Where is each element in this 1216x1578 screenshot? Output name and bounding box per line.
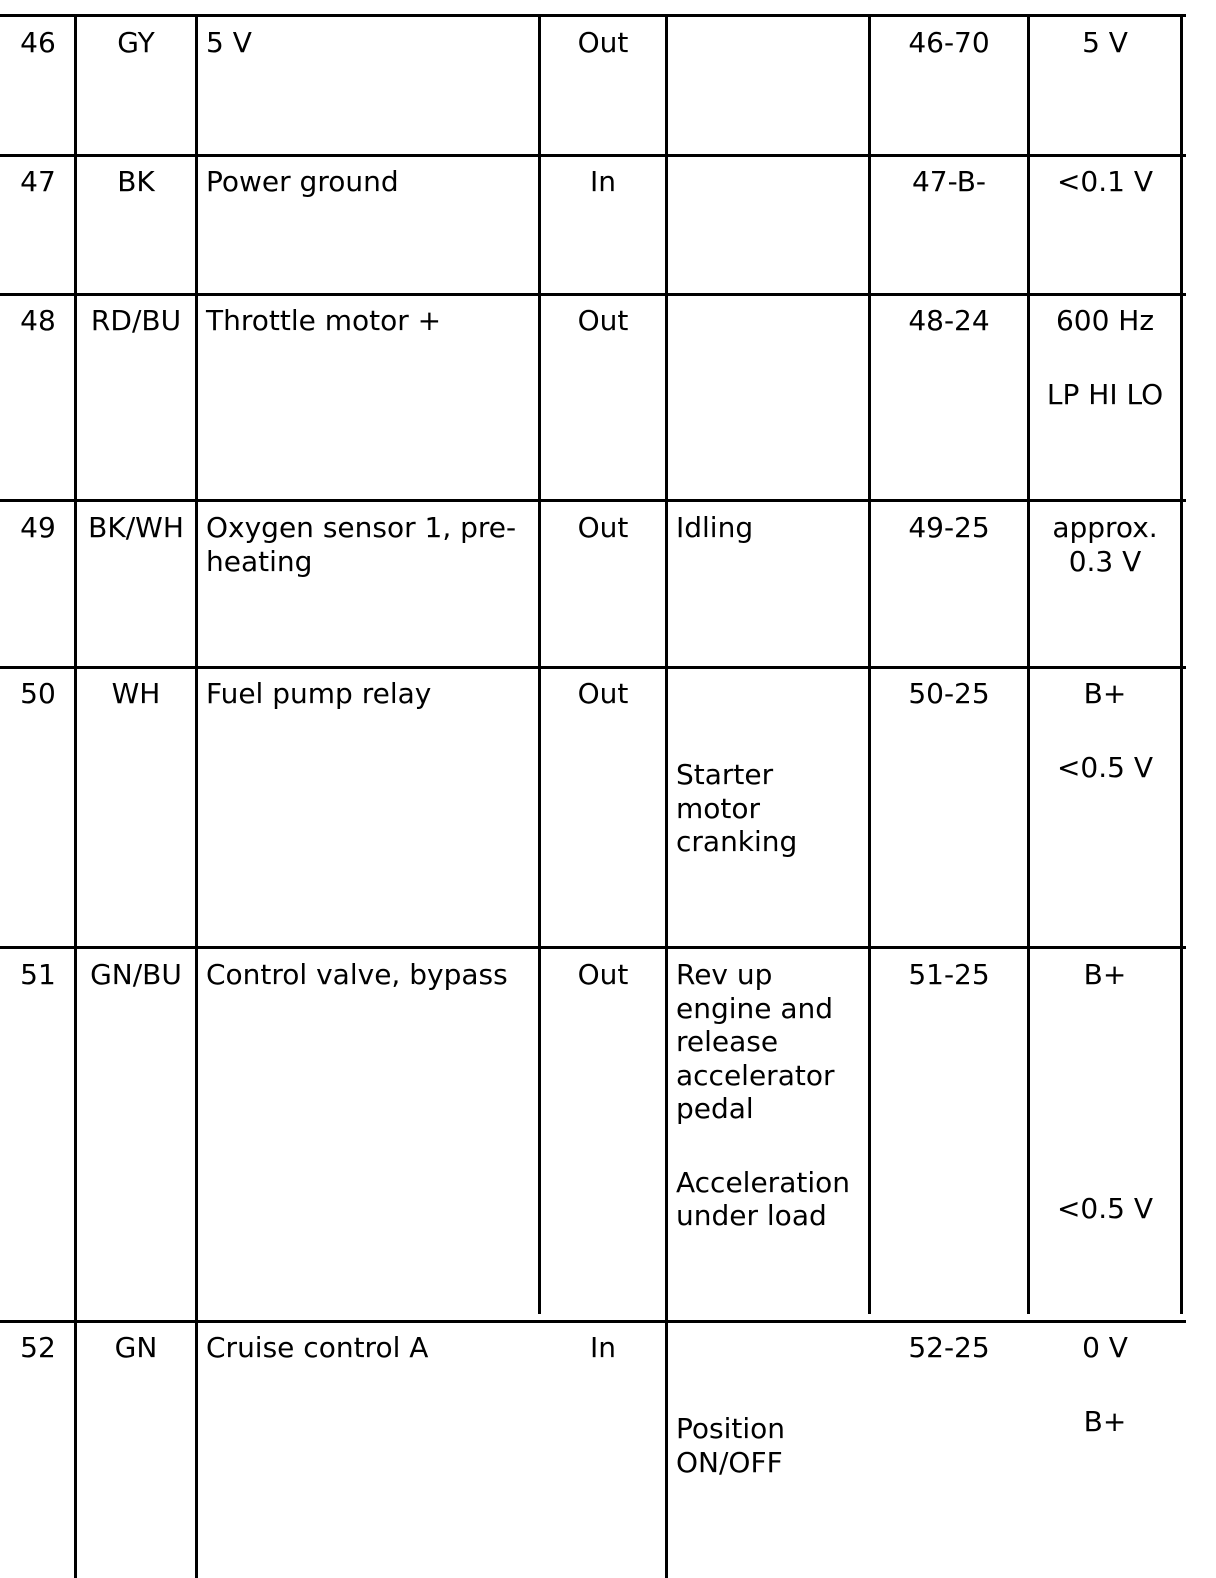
pin-number: 47 (20, 165, 56, 198)
test-condition: engine and (676, 992, 834, 1025)
wire-color: BK (117, 165, 155, 198)
test-condition: Rev up (676, 958, 773, 991)
wire-color: RD/BU (90, 304, 182, 337)
test-condition: under load (676, 1199, 827, 1232)
signal-direction: In (589, 165, 616, 198)
row-divider (0, 154, 1186, 157)
column-divider (1027, 14, 1030, 1314)
signal-description: Power ground (206, 165, 399, 198)
pin-number: 46 (20, 26, 56, 59)
nominal-value: B+ (1083, 958, 1127, 991)
signal-direction: In (589, 1331, 616, 1364)
test-condition: cranking (676, 825, 798, 858)
row-divider (0, 293, 1186, 296)
row-divider (0, 946, 1186, 949)
wire-color: GY (117, 26, 155, 59)
test-condition: Position (676, 1412, 786, 1445)
test-condition: ON/OFF (676, 1446, 783, 1479)
signal-description: 5 V (206, 26, 252, 59)
nominal-value: approx. (1052, 511, 1158, 544)
test-terminals: 46-70 (908, 26, 990, 59)
nominal-value-secondary: LP HI LO (1046, 378, 1164, 411)
signal-direction: Out (577, 511, 629, 544)
column-divider (665, 14, 668, 1578)
row-divider (0, 499, 1186, 502)
nominal-value-secondary: <0.5 V (1056, 1192, 1154, 1225)
signal-description: Fuel pump relay (206, 677, 432, 710)
signal-direction: Out (577, 677, 629, 710)
pin-number: 49 (20, 511, 56, 544)
nominal-value: <0.1 V (1056, 165, 1154, 198)
signal-direction: Out (577, 304, 629, 337)
test-condition: Idling (676, 511, 754, 544)
signal-description: Control valve, bypass (206, 958, 508, 991)
test-terminals: 48-24 (908, 304, 990, 337)
row-divider (0, 14, 1186, 17)
nominal-value: B+ (1083, 677, 1127, 710)
test-terminals: 51-25 (908, 958, 990, 991)
signal-description: Throttle motor + (206, 304, 442, 337)
test-terminals: 50-25 (908, 677, 990, 710)
signal-description: heating (206, 545, 313, 578)
test-terminals: 49-25 (908, 511, 990, 544)
wire-color: GN (114, 1331, 158, 1364)
test-terminals: 47-B- (911, 165, 987, 198)
pin-number: 51 (20, 958, 56, 991)
nominal-value: 0 V (1082, 1331, 1128, 1364)
nominal-value: 600 Hz (1055, 304, 1155, 337)
test-terminals: 52-25 (908, 1331, 990, 1364)
nominal-value-secondary: B+ (1083, 1405, 1127, 1438)
test-condition: Starter (676, 758, 774, 791)
nominal-value-secondary: <0.5 V (1056, 751, 1154, 784)
wire-color: BK/WH (88, 511, 184, 544)
signal-description: Cruise control A (206, 1331, 429, 1364)
test-condition: Acceleration (676, 1166, 850, 1199)
signal-direction: Out (577, 958, 629, 991)
nominal-value: 5 V (1082, 26, 1128, 59)
column-divider (195, 14, 198, 1578)
wire-color: GN/BU (90, 958, 182, 991)
test-condition: motor (676, 792, 761, 825)
column-divider (1180, 14, 1183, 1314)
row-divider (0, 666, 1186, 669)
nominal-value: 0.3 V (1068, 545, 1142, 578)
pin-number: 52 (20, 1331, 56, 1364)
pin-number: 48 (20, 304, 56, 337)
signal-direction: Out (577, 26, 629, 59)
row-divider (0, 1320, 1186, 1323)
column-divider (538, 14, 541, 1314)
wire-color: WH (111, 677, 161, 710)
pin-number: 50 (20, 677, 56, 710)
test-condition: release (676, 1025, 779, 1058)
test-condition: accelerator (676, 1059, 835, 1092)
test-condition: pedal (676, 1092, 754, 1125)
column-divider (868, 14, 871, 1314)
signal-description: Oxygen sensor 1, pre- (206, 511, 517, 544)
